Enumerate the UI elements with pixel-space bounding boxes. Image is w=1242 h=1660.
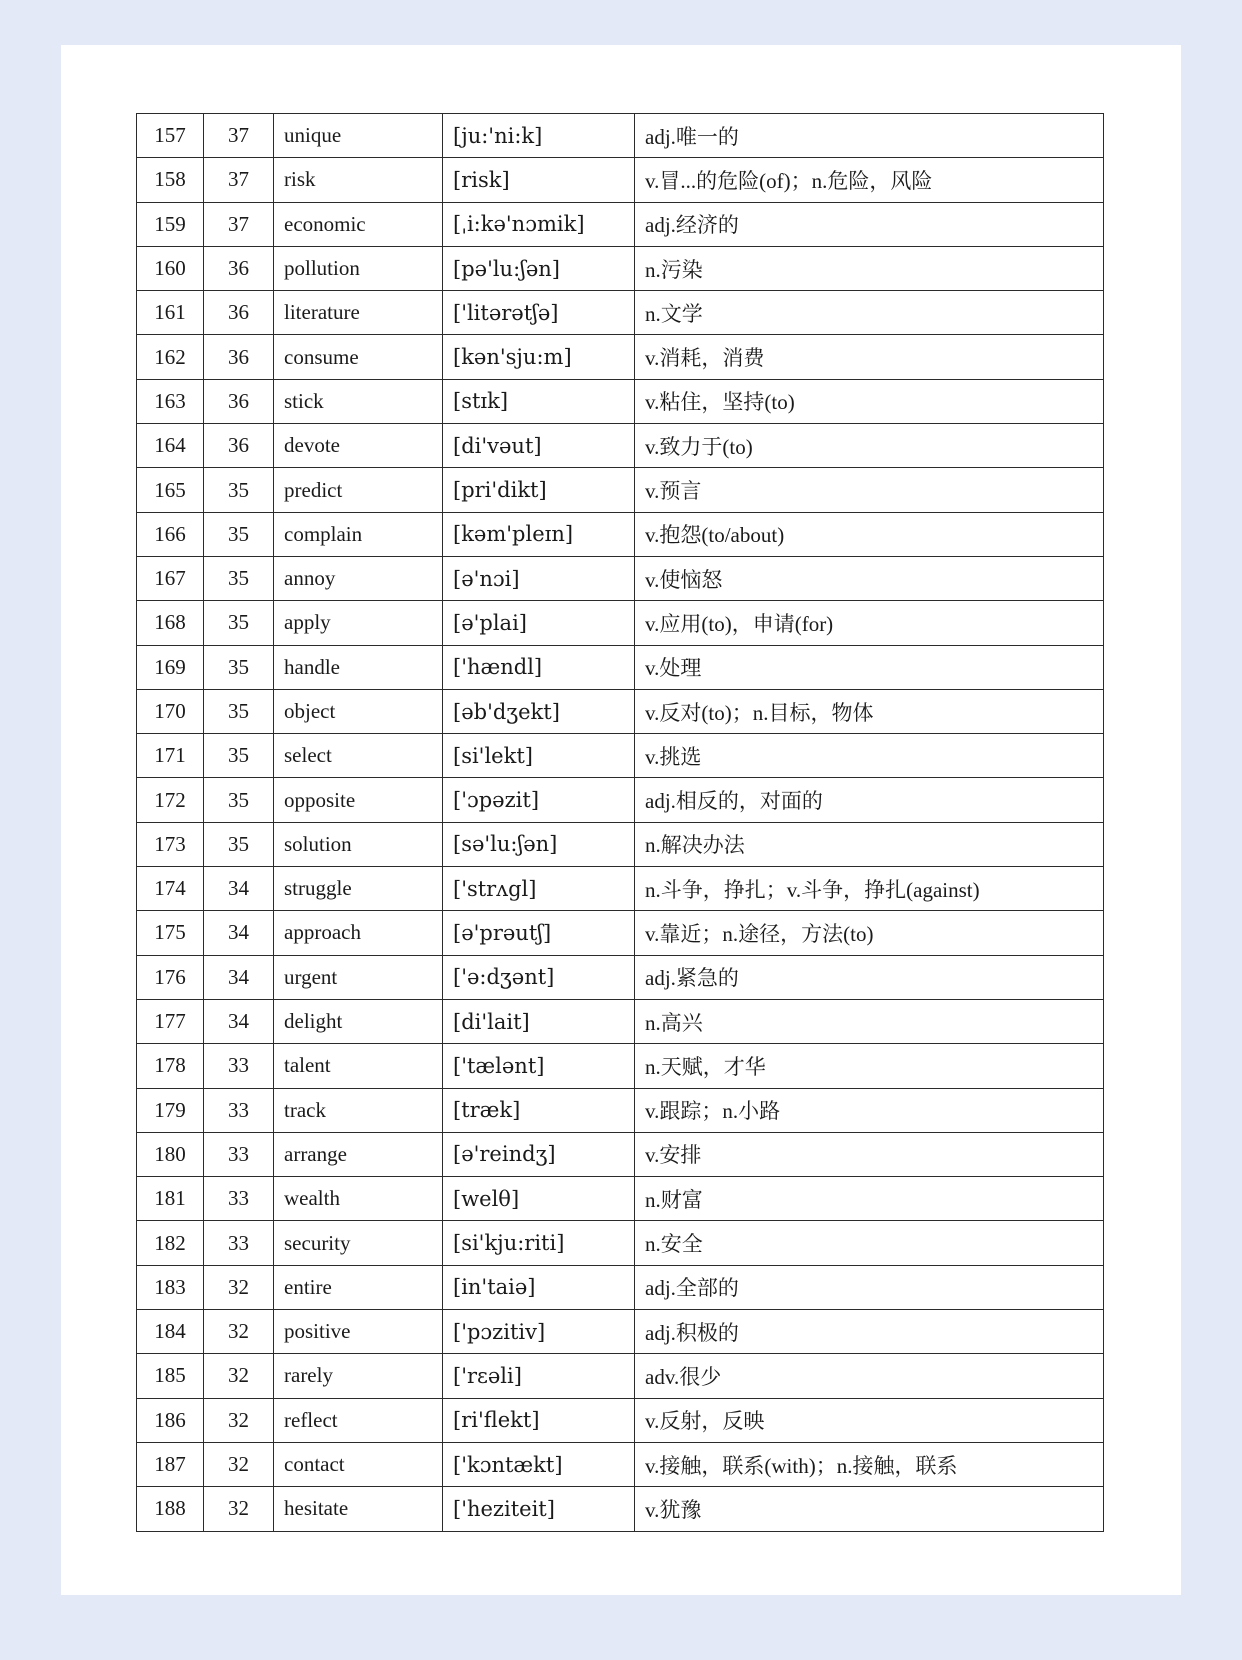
phonetic-cell: ['litərətʃə] xyxy=(443,291,635,335)
phonetic-cell: [ri'flekt] xyxy=(443,1398,635,1442)
word-cell: consume xyxy=(274,335,443,379)
phonetic-cell: [kəm'pleɪn] xyxy=(443,512,635,556)
word-number-cell: 166 xyxy=(137,512,204,556)
frequency-cell: 32 xyxy=(204,1487,274,1531)
definition-cell: adv.很少 xyxy=(635,1354,1104,1398)
phonetic-cell: ['pɔzitiv] xyxy=(443,1310,635,1354)
table-row xyxy=(137,734,1104,778)
word-cell: risk xyxy=(274,158,443,202)
word-cell: annoy xyxy=(274,556,443,600)
table-row xyxy=(137,689,1104,733)
frequency-cell: 32 xyxy=(204,1398,274,1442)
frequency-cell: 36 xyxy=(204,246,274,290)
phonetic-cell: [ə'plai] xyxy=(443,601,635,645)
word-cell: talent xyxy=(274,1044,443,1088)
word-number-cell: 172 xyxy=(137,778,204,822)
frequency-cell: 36 xyxy=(204,291,274,335)
table-row xyxy=(137,556,1104,600)
frequency-cell: 37 xyxy=(204,202,274,246)
word-number-cell: 184 xyxy=(137,1310,204,1354)
definition-cell: v.应用(to)，申请(for) xyxy=(635,601,1104,645)
word-cell: object xyxy=(274,689,443,733)
frequency-cell: 33 xyxy=(204,1088,274,1132)
word-cell: wealth xyxy=(274,1177,443,1221)
word-number-cell: 169 xyxy=(137,645,204,689)
definition-cell: v.接触，联系(with)；n.接触，联系 xyxy=(635,1442,1104,1486)
definition-cell: adj.相反的，对面的 xyxy=(635,778,1104,822)
frequency-cell: 33 xyxy=(204,1177,274,1221)
word-number-cell: 164 xyxy=(137,424,204,468)
phonetic-cell: [in'taiə] xyxy=(443,1265,635,1309)
vocabulary-table xyxy=(136,113,1104,1532)
frequency-cell: 35 xyxy=(204,689,274,733)
definition-cell: v.反射，反映 xyxy=(635,1398,1104,1442)
frequency-cell: 33 xyxy=(204,1132,274,1176)
definition-cell: adj.唯一的 xyxy=(635,114,1104,158)
table-row xyxy=(137,335,1104,379)
definition-cell: adj.经济的 xyxy=(635,202,1104,246)
table-row xyxy=(137,1221,1104,1265)
definition-cell: n.文学 xyxy=(635,291,1104,335)
table-row xyxy=(137,999,1104,1043)
word-cell: urgent xyxy=(274,955,443,999)
document-page xyxy=(61,45,1181,1595)
word-cell: security xyxy=(274,1221,443,1265)
word-number-cell: 178 xyxy=(137,1044,204,1088)
phonetic-cell: [træk] xyxy=(443,1088,635,1132)
word-number-cell: 182 xyxy=(137,1221,204,1265)
table-row xyxy=(137,202,1104,246)
word-number-cell: 181 xyxy=(137,1177,204,1221)
definition-cell: n.污染 xyxy=(635,246,1104,290)
word-cell: stick xyxy=(274,379,443,423)
word-cell: approach xyxy=(274,911,443,955)
phonetic-cell: [stɪk] xyxy=(443,379,635,423)
definition-cell: v.消耗，消费 xyxy=(635,335,1104,379)
word-cell: struggle xyxy=(274,867,443,911)
word-number-cell: 176 xyxy=(137,955,204,999)
phonetic-cell: ['tælənt] xyxy=(443,1044,635,1088)
word-number-cell: 185 xyxy=(137,1354,204,1398)
definition-cell: v.抱怨(to/about) xyxy=(635,512,1104,556)
phonetic-cell: ['hændl] xyxy=(443,645,635,689)
phonetic-cell: [welθ] xyxy=(443,1177,635,1221)
word-cell: hesitate xyxy=(274,1487,443,1531)
vocabulary-table-body xyxy=(137,114,1104,1532)
frequency-cell: 35 xyxy=(204,601,274,645)
word-number-cell: 159 xyxy=(137,202,204,246)
word-number-cell: 165 xyxy=(137,468,204,512)
frequency-cell: 34 xyxy=(204,999,274,1043)
definition-cell: adj.积极的 xyxy=(635,1310,1104,1354)
table-row xyxy=(137,114,1104,158)
word-number-cell: 163 xyxy=(137,379,204,423)
frequency-cell: 32 xyxy=(204,1265,274,1309)
definition-cell: n.财富 xyxy=(635,1177,1104,1221)
table-row xyxy=(137,911,1104,955)
word-cell: select xyxy=(274,734,443,778)
frequency-cell: 35 xyxy=(204,556,274,600)
word-cell: entire xyxy=(274,1265,443,1309)
word-number-cell: 160 xyxy=(137,246,204,290)
table-row xyxy=(137,246,1104,290)
phonetic-cell: ['kɔntækt] xyxy=(443,1442,635,1486)
word-number-cell: 157 xyxy=(137,114,204,158)
word-number-cell: 162 xyxy=(137,335,204,379)
definition-cell: v.犹豫 xyxy=(635,1487,1104,1531)
word-number-cell: 168 xyxy=(137,601,204,645)
word-number-cell: 173 xyxy=(137,822,204,866)
word-number-cell: 174 xyxy=(137,867,204,911)
definition-cell: n.安全 xyxy=(635,1221,1104,1265)
definition-cell: v.预言 xyxy=(635,468,1104,512)
table-row xyxy=(137,822,1104,866)
table-row xyxy=(137,424,1104,468)
word-cell: devote xyxy=(274,424,443,468)
word-cell: arrange xyxy=(274,1132,443,1176)
definition-cell: v.粘住，坚持(to) xyxy=(635,379,1104,423)
phonetic-cell: [əb'dʒekt] xyxy=(443,689,635,733)
frequency-cell: 37 xyxy=(204,158,274,202)
word-number-cell: 161 xyxy=(137,291,204,335)
phonetic-cell: [pri'dikt] xyxy=(443,468,635,512)
word-cell: predict xyxy=(274,468,443,512)
definition-cell: v.致力于(to) xyxy=(635,424,1104,468)
definition-cell: v.使恼怒 xyxy=(635,556,1104,600)
definition-cell: v.冒...的危险(of)；n.危险，风险 xyxy=(635,158,1104,202)
word-number-cell: 170 xyxy=(137,689,204,733)
definition-cell: n.解决办法 xyxy=(635,822,1104,866)
frequency-cell: 35 xyxy=(204,468,274,512)
word-number-cell: 179 xyxy=(137,1088,204,1132)
table-row xyxy=(137,955,1104,999)
phonetic-cell: ['ɔpəzit] xyxy=(443,778,635,822)
word-number-cell: 186 xyxy=(137,1398,204,1442)
frequency-cell: 35 xyxy=(204,645,274,689)
word-cell: pollution xyxy=(274,246,443,290)
table-row xyxy=(137,1265,1104,1309)
word-number-cell: 187 xyxy=(137,1442,204,1486)
frequency-cell: 34 xyxy=(204,911,274,955)
definition-cell: v.安排 xyxy=(635,1132,1104,1176)
word-cell: positive xyxy=(274,1310,443,1354)
phonetic-cell: [sə'lu:ʃən] xyxy=(443,822,635,866)
definition-cell: n.高兴 xyxy=(635,999,1104,1043)
phonetic-cell: [si'lekt] xyxy=(443,734,635,778)
table-row xyxy=(137,158,1104,202)
word-cell: reflect xyxy=(274,1398,443,1442)
phonetic-cell: ['rɛəli] xyxy=(443,1354,635,1398)
phonetic-cell: [ju:'ni:k] xyxy=(443,114,635,158)
table-row xyxy=(137,645,1104,689)
word-cell: opposite xyxy=(274,778,443,822)
definition-cell: v.跟踪；n.小路 xyxy=(635,1088,1104,1132)
frequency-cell: 35 xyxy=(204,822,274,866)
phonetic-cell: [ə'nɔi] xyxy=(443,556,635,600)
definition-cell: n.斗争，挣扎；v.斗争，挣扎(against) xyxy=(635,867,1104,911)
phonetic-cell: [di'lait] xyxy=(443,999,635,1043)
word-cell: handle xyxy=(274,645,443,689)
word-cell: track xyxy=(274,1088,443,1132)
phonetic-cell: ['strʌgl] xyxy=(443,867,635,911)
word-number-cell: 158 xyxy=(137,158,204,202)
word-cell: economic xyxy=(274,202,443,246)
word-cell: delight xyxy=(274,999,443,1043)
definition-cell: v.挑选 xyxy=(635,734,1104,778)
frequency-cell: 32 xyxy=(204,1310,274,1354)
frequency-cell: 33 xyxy=(204,1221,274,1265)
word-cell: complain xyxy=(274,512,443,556)
frequency-cell: 36 xyxy=(204,379,274,423)
frequency-cell: 32 xyxy=(204,1442,274,1486)
phonetic-cell: ['heziteit] xyxy=(443,1487,635,1531)
table-row xyxy=(137,1442,1104,1486)
word-number-cell: 177 xyxy=(137,999,204,1043)
table-row xyxy=(137,379,1104,423)
table-row xyxy=(137,867,1104,911)
frequency-cell: 36 xyxy=(204,424,274,468)
definition-cell: adj.紧急的 xyxy=(635,955,1104,999)
table-row xyxy=(137,468,1104,512)
table-row xyxy=(137,778,1104,822)
word-number-cell: 180 xyxy=(137,1132,204,1176)
phonetic-cell: [risk] xyxy=(443,158,635,202)
table-row xyxy=(137,1310,1104,1354)
phonetic-cell: ['ə:dʒənt] xyxy=(443,955,635,999)
frequency-cell: 35 xyxy=(204,734,274,778)
table-row xyxy=(137,1398,1104,1442)
frequency-cell: 37 xyxy=(204,114,274,158)
definition-cell: v.处理 xyxy=(635,645,1104,689)
table-row xyxy=(137,1354,1104,1398)
word-number-cell: 171 xyxy=(137,734,204,778)
phonetic-cell: [ə'prəutʃ] xyxy=(443,911,635,955)
word-cell: rarely xyxy=(274,1354,443,1398)
table-row xyxy=(137,1177,1104,1221)
table-row xyxy=(137,1088,1104,1132)
word-cell: contact xyxy=(274,1442,443,1486)
frequency-cell: 34 xyxy=(204,955,274,999)
frequency-cell: 34 xyxy=(204,867,274,911)
phonetic-cell: [si'kju:riti] xyxy=(443,1221,635,1265)
phonetic-cell: [ˌi:kə'nɔmik] xyxy=(443,202,635,246)
table-row xyxy=(137,512,1104,556)
frequency-cell: 36 xyxy=(204,335,274,379)
phonetic-cell: [ə'reindʒ] xyxy=(443,1132,635,1176)
word-cell: apply xyxy=(274,601,443,645)
frequency-cell: 33 xyxy=(204,1044,274,1088)
phonetic-cell: [di'vəut] xyxy=(443,424,635,468)
frequency-cell: 35 xyxy=(204,512,274,556)
word-number-cell: 183 xyxy=(137,1265,204,1309)
frequency-cell: 32 xyxy=(204,1354,274,1398)
frequency-cell: 35 xyxy=(204,778,274,822)
phonetic-cell: [kən'sju:m] xyxy=(443,335,635,379)
table-row xyxy=(137,1487,1104,1531)
word-number-cell: 188 xyxy=(137,1487,204,1531)
table-row xyxy=(137,601,1104,645)
phonetic-cell: [pə'lu:ʃən] xyxy=(443,246,635,290)
word-cell: solution xyxy=(274,822,443,866)
definition-cell: v.反对(to)；n.目标，物体 xyxy=(635,689,1104,733)
word-cell: literature xyxy=(274,291,443,335)
word-cell: unique xyxy=(274,114,443,158)
definition-cell: v.靠近；n.途径，方法(to) xyxy=(635,911,1104,955)
word-number-cell: 175 xyxy=(137,911,204,955)
table-row xyxy=(137,1044,1104,1088)
table-row xyxy=(137,291,1104,335)
word-number-cell: 167 xyxy=(137,556,204,600)
definition-cell: adj.全部的 xyxy=(635,1265,1104,1309)
table-row xyxy=(137,1132,1104,1176)
definition-cell: n.天赋，才华 xyxy=(635,1044,1104,1088)
